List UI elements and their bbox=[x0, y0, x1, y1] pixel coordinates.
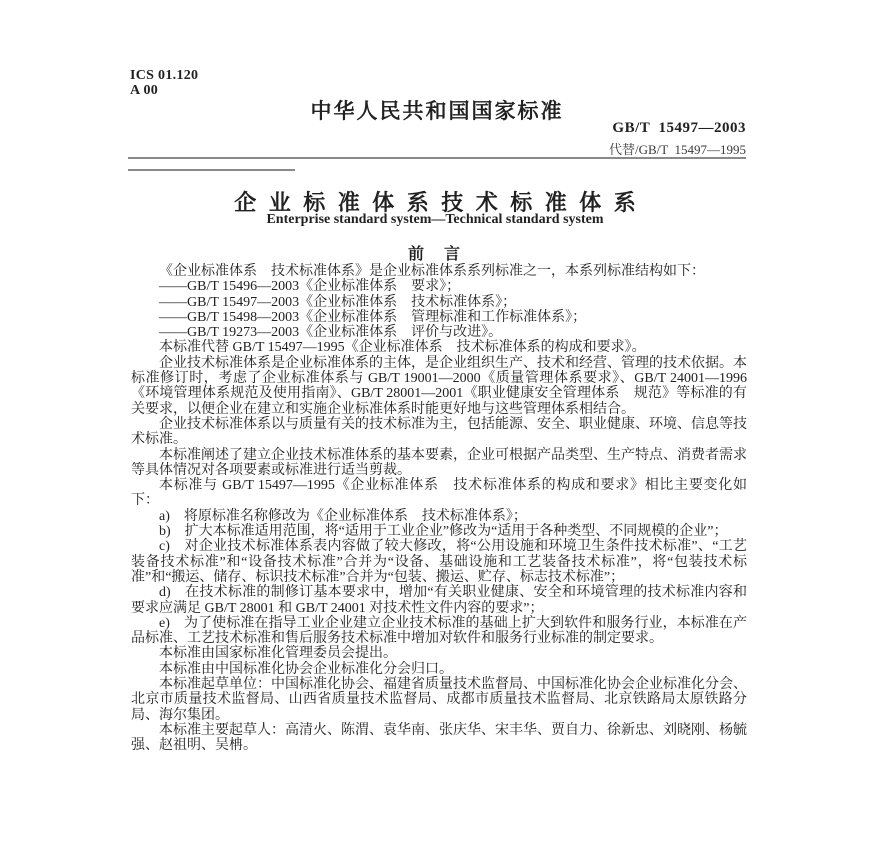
list-item-standard: ——GB/T 15496—2003《企业标准体系 要求》； bbox=[159, 279, 461, 295]
paragraph-body: 企业技术标准体系以与质量有关的技术标准为主，包括能源、安全、职业健康、环境、信息等技术标准。 bbox=[131, 416, 747, 448]
list-item-standard: ——GB/T 15498—2003《企业标准体系 管理标准和工作标准体系》； bbox=[159, 309, 587, 325]
list-item-change-a: a) 将原标准名称修改为《企业标准体系 技术标准体系》； bbox=[159, 508, 527, 524]
list-item-change-c: c) 对企业技术标准体系表内容做了较大修改，将“公用设施和环境卫生条件技术标准”、“工艺装备技术标准”和“设备技术标准”合并为“设备、基础设施和工艺装备技术标准”，将“包装技术标准”和“搬运、储存、标识技术标准”合并为“包装、搬运、贮存、标志技术标准”； bbox=[131, 539, 747, 585]
paragraph-intro: 《企业标准体系 技术标准体系》是企业标准体系系列标准之一，本系列标准结构如下： bbox=[159, 264, 705, 279]
paragraph-replacement: 本标准代替 GB/T 15497—1995《企业标准体系 技术标准体系的构成和要求》。 bbox=[159, 340, 646, 356]
paragraph-centralized-by: 本标准由中国标准化协会企业标准化分会归口。 bbox=[159, 661, 453, 677]
header-divider-long bbox=[128, 157, 746, 159]
foreword-body bbox=[131, 264, 747, 754]
standard-title-english: Enterprise standard system—Technical standard system bbox=[266, 212, 604, 227]
list-item-change-b: b) 扩大本标准适用范围，将“适用于工业企业”修改为“适用于各种类型、不同规模的企业”； bbox=[159, 524, 728, 540]
paragraph-body: 本标准阐述了建立企业技术标准体系的基本要素，企业可根据产品类型、生产特点、消费者需求等具体情况对各项要素或标准进行适当剪裁。 bbox=[131, 447, 747, 478]
list-item-standard: ——GB/T 15497—2003《企业标准体系 技术标准体系》； bbox=[159, 294, 517, 310]
list-item-change-d: d) 在技术标准的制修订基本要求中，增加“有关职业健康、安全和环境管理的技术标准内容和要求应满足 GB/T 28001 和 GB/T 24001 对技术性文件内容的要求”； bbox=[131, 585, 747, 616]
paragraph-drafting-organizations: 本标准起草单位：中国标准化协会、福建省质量技术监督局、中国标准化协会企业标准化分会、北京市质量技术监督局、山西省质量技术监督局、成都市质量技术监督局、北京铁路局太原铁路分局、海尔集团。 bbox=[131, 677, 747, 723]
standard-number: GB/T 15497—2003 bbox=[612, 120, 746, 136]
standard-number-block bbox=[609, 120, 746, 158]
ics-code: ICS 01.120 bbox=[130, 68, 199, 83]
replaces-note: 代替/GB/T 15497—1995 bbox=[609, 142, 746, 157]
list-item-change-e: e) 为了使标准在指导工业企业建立企业技术标准的基础上扩大到软件和服务行业，本标准在产品标准、工艺技术标准和售后服务技术标准中增加对软件和服务行业标准的制定要求。 bbox=[131, 615, 747, 647]
paragraph-drafters: 本标准主要起草人：高清火、陈渭、袁华南、张庆华、宋丰华、贾自力、徐新忠、刘晓刚、杨毓强、赵祖明、吴柟。 bbox=[131, 722, 747, 754]
list-item-standard: ——GB/T 19273—2003《企业标准体系 评价与改进》。 bbox=[159, 325, 503, 341]
paragraph-proposed-by: 本标准由国家标准化管理委员会提出。 bbox=[159, 646, 397, 662]
ics-classification-block bbox=[130, 68, 198, 98]
standard-title-chinese: 企 业 标 准 体 系 技 术 标 准 体 系 bbox=[234, 190, 636, 215]
header-divider-short bbox=[128, 169, 295, 171]
foreword-heading: 前 言 bbox=[407, 246, 462, 263]
paragraph-body: 企业技术标准体系是企业标准体系的主体，是企业组织生产、技术和经营、管理的技术依据。本标准修订时，考虑了企业标准体系与 GB/T 19001—2000《质量管理体系要求》、GB/T 24001—1996《环境管理体系规范及使用指南》、GB/T 28001—2001《职业健康安全管理体系 规范》等标准的有关要求，以便企业在建立和实施企业标准体系时能更好地与这些管理体系相结合。 bbox=[131, 355, 747, 417]
paragraph-changes-intro: 本标准与 GB/T 15497—1995《企业标准体系 技术标准体系的构成和要求》相比主要变化如下： bbox=[131, 478, 747, 509]
classification-code: A 00 bbox=[130, 83, 159, 98]
national-standard-label: 中华人民共和国国家标准 bbox=[310, 99, 564, 123]
